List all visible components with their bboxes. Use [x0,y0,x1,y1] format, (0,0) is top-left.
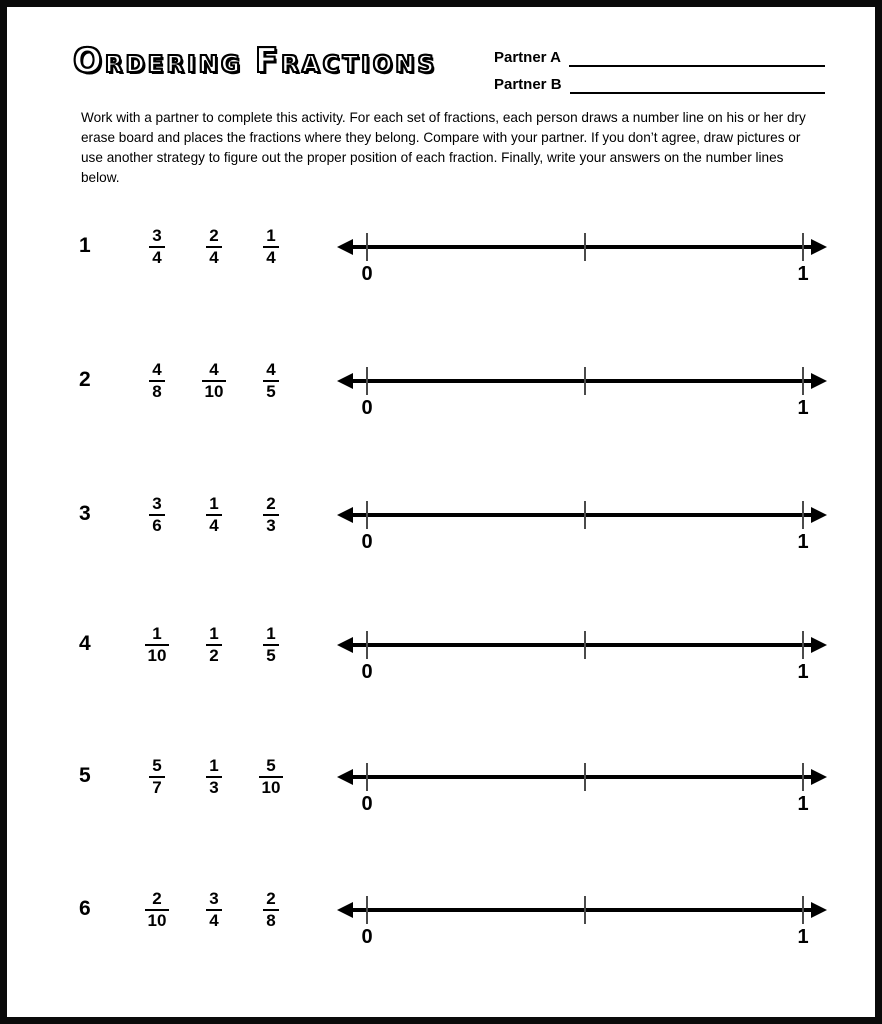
fraction-numerator: 3 [149,227,164,248]
number-line-graphic [337,217,827,277]
fraction [263,625,278,665]
fraction-denominator: 3 [266,515,276,535]
left-arrow-icon [337,507,353,523]
right-arrow-icon [811,902,827,918]
fraction-denominator: 3 [209,777,219,797]
fraction-slot [190,625,238,665]
left-arrow-icon [337,902,353,918]
fraction-numerator: 2 [263,495,278,516]
fraction-denominator: 4 [209,247,219,267]
right-arrow-icon [811,239,827,255]
fraction [206,227,221,267]
number-line-zero-label: 0 [361,263,373,285]
fraction-slot [190,495,238,535]
fraction [263,227,278,267]
right-arrow-icon [811,637,827,653]
number-line-graphic [337,747,827,807]
partner-b-row [494,67,825,94]
problem-number: 4 [79,632,91,655]
fraction-slot [190,227,238,267]
number-line [337,880,827,962]
fraction [263,495,278,535]
fraction-numerator: 2 [206,227,221,248]
fraction [145,625,170,665]
number-line-graphic [337,880,827,940]
fraction-set [133,361,295,401]
right-arrow-icon [811,769,827,785]
fraction-denominator: 5 [266,381,276,401]
number-line-zero-label: 0 [361,531,373,553]
problem-row-5 [7,747,882,829]
number-line-one-label: 1 [797,397,809,419]
instructions-text: Work with a partner to complete this activity. For each set of fractions, each person draws a number line on his or her dry erase board and places the fractions where they belong. Compare with your partner. If you don’t agree, draw pictures or use another strategy to figure out the proper position of each fraction. Finally, write your answers on the number lines below. [81,110,806,185]
number-line-one-label: 1 [797,793,809,815]
number-line [337,217,827,299]
fraction-denominator: 5 [266,645,276,665]
fraction-slot [247,495,295,535]
right-arrow-icon [811,373,827,389]
fraction [206,625,221,665]
fraction [206,495,221,535]
fraction [149,495,164,535]
fraction-numerator: 1 [206,495,221,516]
fraction-slot [133,495,181,535]
problem-row-2 [7,351,882,433]
fraction-numerator: 1 [263,625,278,646]
fraction-denominator: 4 [152,247,162,267]
number-line-graphic [337,351,827,411]
fraction-denominator: 4 [209,910,219,930]
partner-b-blank-line[interactable] [570,67,825,94]
fraction-slot [190,757,238,797]
fraction-denominator: 4 [266,247,276,267]
fraction-numerator: 1 [206,757,221,778]
fraction-numerator: 5 [149,757,164,778]
problem-number: 1 [79,234,91,257]
fraction-numerator: 1 [263,227,278,248]
fraction-slot [133,227,181,267]
fraction-numerator: 3 [206,890,221,911]
number-line-zero-label: 0 [361,661,373,683]
fraction [259,757,284,797]
fraction-numerator: 1 [145,625,170,646]
fraction-denominator: 8 [152,381,162,401]
fraction-slot [190,361,238,401]
number-line-zero-label: 0 [361,926,373,948]
fraction [206,890,221,930]
left-arrow-icon [337,769,353,785]
fraction-slot [247,625,295,665]
partner-a-blank-line[interactable] [569,40,825,67]
fraction-numerator: 2 [263,890,278,911]
left-arrow-icon [337,637,353,653]
fraction-slot [247,757,295,797]
fraction-denominator: 7 [152,777,162,797]
fraction-numerator: 3 [149,495,164,516]
fraction-slot [247,227,295,267]
title-word-ordering: ORDERING [73,41,243,81]
problem-number: 5 [79,764,91,787]
number-line [337,747,827,829]
fraction-denominator: 10 [261,777,281,797]
number-line [337,351,827,433]
fraction-set [133,757,295,797]
problem-number: 6 [79,897,91,920]
title-word-fractions: FRACTIONS [254,41,438,81]
fraction-slot [133,757,181,797]
fraction [149,227,164,267]
problem-row-4 [7,615,882,697]
fraction-set [133,890,295,930]
fraction-slot [133,890,181,930]
fraction-numerator: 1 [206,625,221,646]
fraction-slot [133,361,181,401]
partner-fields [494,40,825,94]
number-line-zero-label: 0 [361,397,373,419]
problem-number: 2 [79,368,91,391]
fraction [149,361,164,401]
number-line-graphic [337,485,827,545]
left-arrow-icon [337,373,353,389]
fraction-denominator: 10 [147,910,167,930]
fraction [206,757,221,797]
fraction-numerator: 2 [145,890,170,911]
right-arrow-icon [811,507,827,523]
fraction [202,361,227,401]
number-line [337,485,827,567]
problem-row-3 [7,485,882,567]
fraction-denominator: 10 [204,381,224,401]
fraction-numerator: 4 [149,361,164,382]
fraction-set [133,495,295,535]
fraction-slot [133,625,181,665]
fraction-denominator: 10 [147,645,167,665]
problem-row-6 [7,880,882,962]
fraction-denominator: 8 [266,910,276,930]
left-arrow-icon [337,239,353,255]
partner-a-label: Partner A [494,49,561,66]
number-line-zero-label: 0 [361,793,373,815]
number-line-one-label: 1 [797,531,809,553]
problem-row-1 [7,217,882,299]
fraction [263,890,278,930]
fraction-numerator: 4 [202,361,227,382]
number-line-one-label: 1 [797,926,809,948]
number-line [337,615,827,697]
fraction [263,361,278,401]
fraction-denominator: 6 [152,515,162,535]
fraction-set [133,625,295,665]
partner-a-row [494,40,825,67]
fraction [145,890,170,930]
fraction-numerator: 5 [259,757,284,778]
problem-number: 3 [79,502,91,525]
fraction-slot [190,890,238,930]
fraction [149,757,164,797]
fraction-denominator: 4 [209,515,219,535]
fraction-numerator: 4 [263,361,278,382]
fraction-slot [247,890,295,930]
fraction-set [133,227,295,267]
page-title [73,41,449,81]
partner-b-label: Partner B [494,76,562,93]
number-line-one-label: 1 [797,661,809,683]
number-line-graphic [337,615,827,675]
fraction-denominator: 2 [209,645,219,665]
fraction-slot [247,361,295,401]
number-line-one-label: 1 [797,263,809,285]
